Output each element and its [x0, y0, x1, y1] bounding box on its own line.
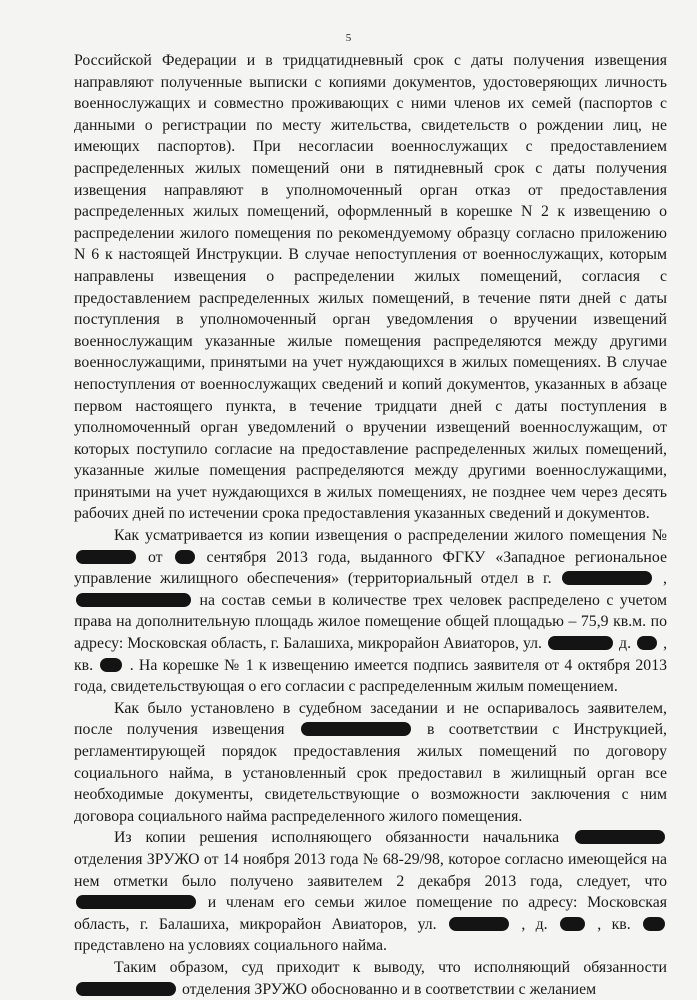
redaction-mark: [100, 658, 122, 672]
paragraph-text: на состав семьи в количестве трех человек распределено с учетом права на дополнительную площадь жилое помещение общей площадью – 75,9 кв.м. по адресу: Московская область, г. Балашиха, микрорайон Авиаторов, ул.: [74, 591, 667, 653]
paragraph: [74, 698, 667, 828]
paragraph-text: , кв.: [597, 915, 631, 933]
redaction-mark: [548, 636, 613, 650]
redaction-mark: [560, 917, 585, 931]
paragraph-text: Как было установлено в судебном заседании и не оспаривалось заявителем, после получения извещения: [74, 699, 667, 739]
paragraph-text: Российской Федерации и в тридцатидневный срок с даты получения извещения направляют полученные выписки с копиями документов, удостоверяющих личность военнослужащих и совместно проживающих с ними членов их семей (паспортов с данными о регистрации по месту жительства, свидетельств о рождении лиц, не имеющих паспортов). При несогласии военнослужащих с предоставлением распределенных жилых помещений они в пятидневный срок с даты получения извещения направляют в уполномоченный орган отказ от предоставления распределенных жилых помещений, оформленный в корешке N 2 к извещению о распределении жилого помещения по рекомендуемому образцу согласно приложению N 6 к настоящей Инструкции. В случае непоступления от военнослужащих, которым направлены извещения о распределении жилых помещений, согласия с предоставлением распределенных жилых помещений, в течение пяти дней с даты поступления в уполномоченный орган уведомления о вручении извещений военнослужащим указанные жилые помещения распределяются между другими военнослужащими, принятыми на учет нуждающихся в жилых помещениях. В случае непоступления от военнослужащих сведений и копий документов, указанных в абзаце первом настоящего пункта, в течение тридцати дней с даты поступления в уполномоченный орган уведомлений о вручении извещений военнослужащим, от которых поступило согласие на предоставление распределенных жилых помещений, указанные жилые помещения распределяются между другими военнослужащими, принятыми на учет нуждающихся в жилых помещениях, не позднее чем через десять рабочих дней по истечении срока предоставления указанных сведений и документов.: [74, 52, 667, 523]
paragraph-text: , кв.: [74, 635, 668, 674]
paragraph-text: отделения ЗРУЖО обоснованно и в соответствии с желанием: [181, 980, 597, 998]
paragraph: [74, 957, 667, 1000]
redaction-mark: [76, 593, 191, 607]
redaction-mark: [76, 982, 176, 996]
redaction-mark: [637, 636, 657, 650]
paragraph-text: от: [147, 548, 163, 566]
paragraph-text: Таким образом, суд приходит к выводу, что исполняющий обязанности: [114, 958, 667, 976]
redaction-mark: [562, 571, 652, 585]
paragraph-text: . На корешке № 1 к извещению имеется подпись заявителя от 4 октября 2013 года, свидетельствующая о его согласии с распределенным жилым помещением.: [74, 656, 667, 696]
paragraph-text: отделения ЗРУЖО от 14 ноября 2013 года № 68-29/98, которое согласно имеющейся на нем отметки было получено заявителем 2 декабря 2013 года, следует, что: [74, 850, 667, 890]
paragraph-text: Как усматривается из копии извещения о распределении жилого помещения №: [114, 527, 667, 545]
paragraph-text: Из копии решения исполняющего обязанности начальника: [114, 829, 560, 847]
paragraph-text: представлено на условиях социального найма.: [74, 937, 387, 955]
paragraph-text: и членам его семьи жилое помещение по адресу: Московская область, г. Балашиха, микрорайон Авиаторов, ул.: [74, 894, 667, 933]
redaction-mark: [643, 917, 665, 931]
redaction-mark: [175, 550, 195, 564]
paragraph: [74, 525, 667, 698]
paragraph-text: д.: [619, 635, 632, 653]
paragraph-text: в соответствии с Инструкцией, регламентирующей порядок предоставления жилых помещений по договору социального найма, в установленный срок предоставил в жилищный орган все необходимые документы, свидетельствующие о возможности заключения с ним договора социального найма распределенного жилого помещения.: [74, 721, 668, 825]
redaction-mark: [301, 722, 411, 736]
document-body: [74, 50, 667, 1000]
page-number: 5: [345, 32, 352, 44]
paragraph-text: сентября 2013 года, выданного ФГКУ «Западное региональное управление жилищного обеспечения» (территориальный отдел в г.: [74, 548, 667, 588]
paragraph-text: ,: [663, 570, 667, 588]
redaction-mark: [76, 895, 196, 909]
paragraph: [74, 50, 667, 525]
redaction-mark: [575, 830, 665, 844]
paragraph: [74, 827, 667, 957]
paragraph-text: , д.: [521, 915, 548, 933]
redaction-mark: [449, 917, 509, 931]
redaction-mark: [76, 550, 136, 564]
